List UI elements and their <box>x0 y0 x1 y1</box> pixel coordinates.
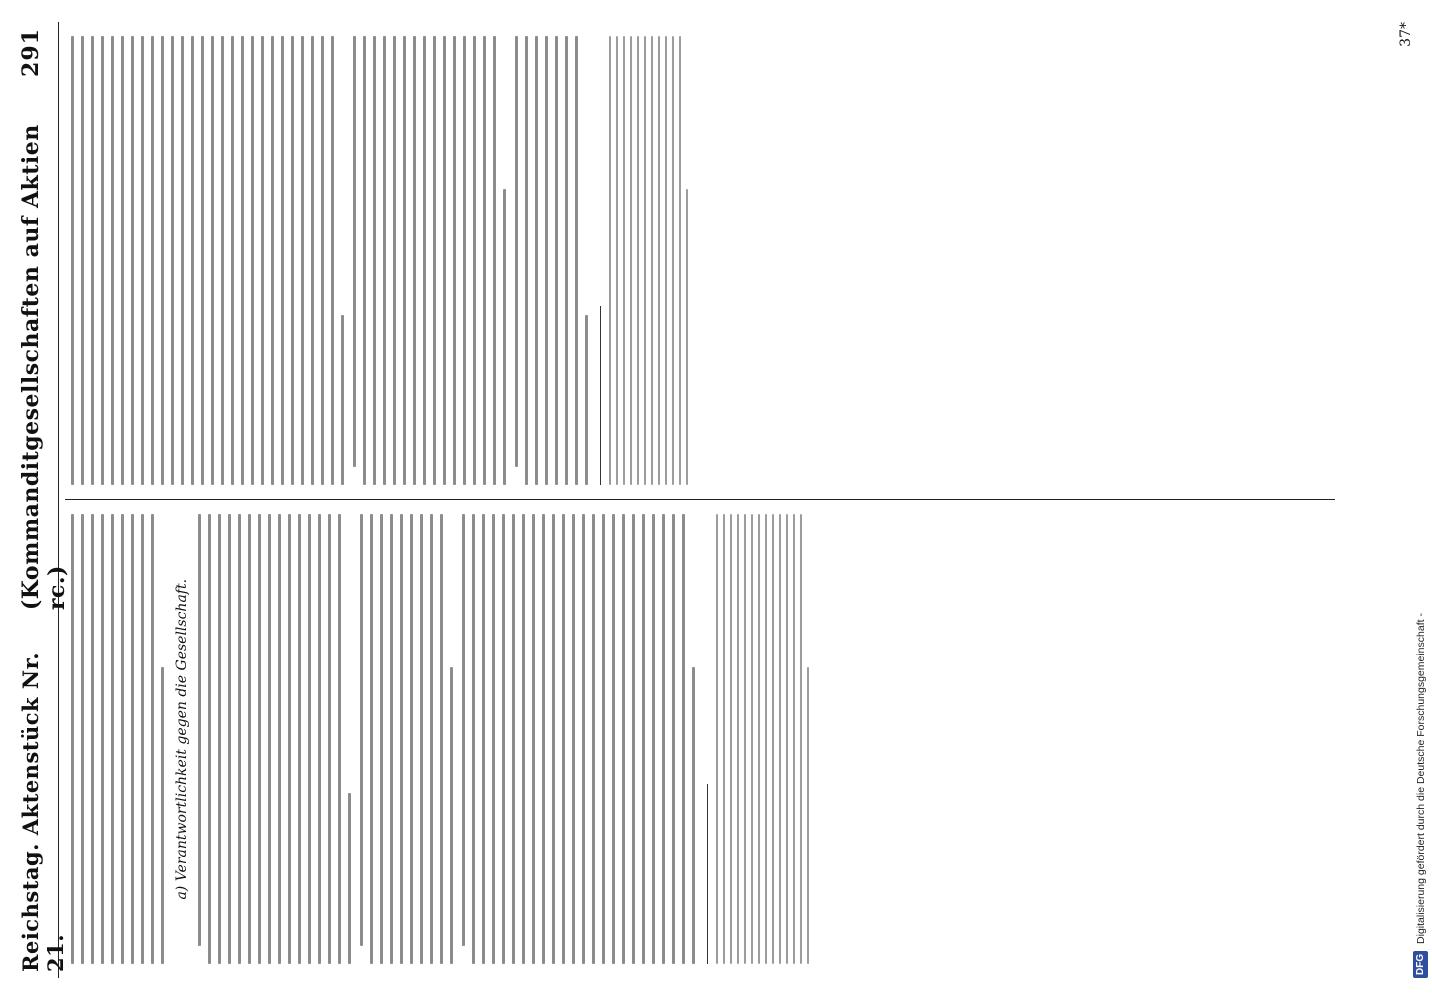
text-columns <box>65 22 1335 978</box>
right-column <box>65 22 1335 501</box>
paragraph <box>353 36 506 486</box>
section-heading: a) Verantwortlichkeit gegen die Gesellschaft. <box>174 578 190 900</box>
running-header <box>18 22 70 978</box>
paragraph <box>462 515 695 965</box>
header-left: Reichstag. Aktenstück Nr. 21. <box>18 651 68 972</box>
margin-note <box>1413 18 1428 978</box>
paragraph <box>360 515 453 965</box>
footnote <box>716 515 809 965</box>
paragraph <box>515 36 588 486</box>
header-center: (Kommanditgesellschaften auf Aktien rc.) <box>18 124 70 611</box>
footnote-rule <box>600 306 601 486</box>
page-number: 291 <box>18 28 44 77</box>
paragraph <box>71 36 344 486</box>
printer-signature: 37* <box>1398 22 1414 47</box>
left-column <box>65 501 1335 979</box>
paragraph <box>71 515 164 965</box>
dfg-logo: DFG <box>1413 951 1428 978</box>
margin-note-text: Digitalisierung gefördert durch die Deutsche Forschungsgemeinschaft - <box>1415 613 1427 944</box>
footnote <box>609 36 688 486</box>
paragraph <box>198 515 351 965</box>
footnote-rule <box>707 784 708 964</box>
